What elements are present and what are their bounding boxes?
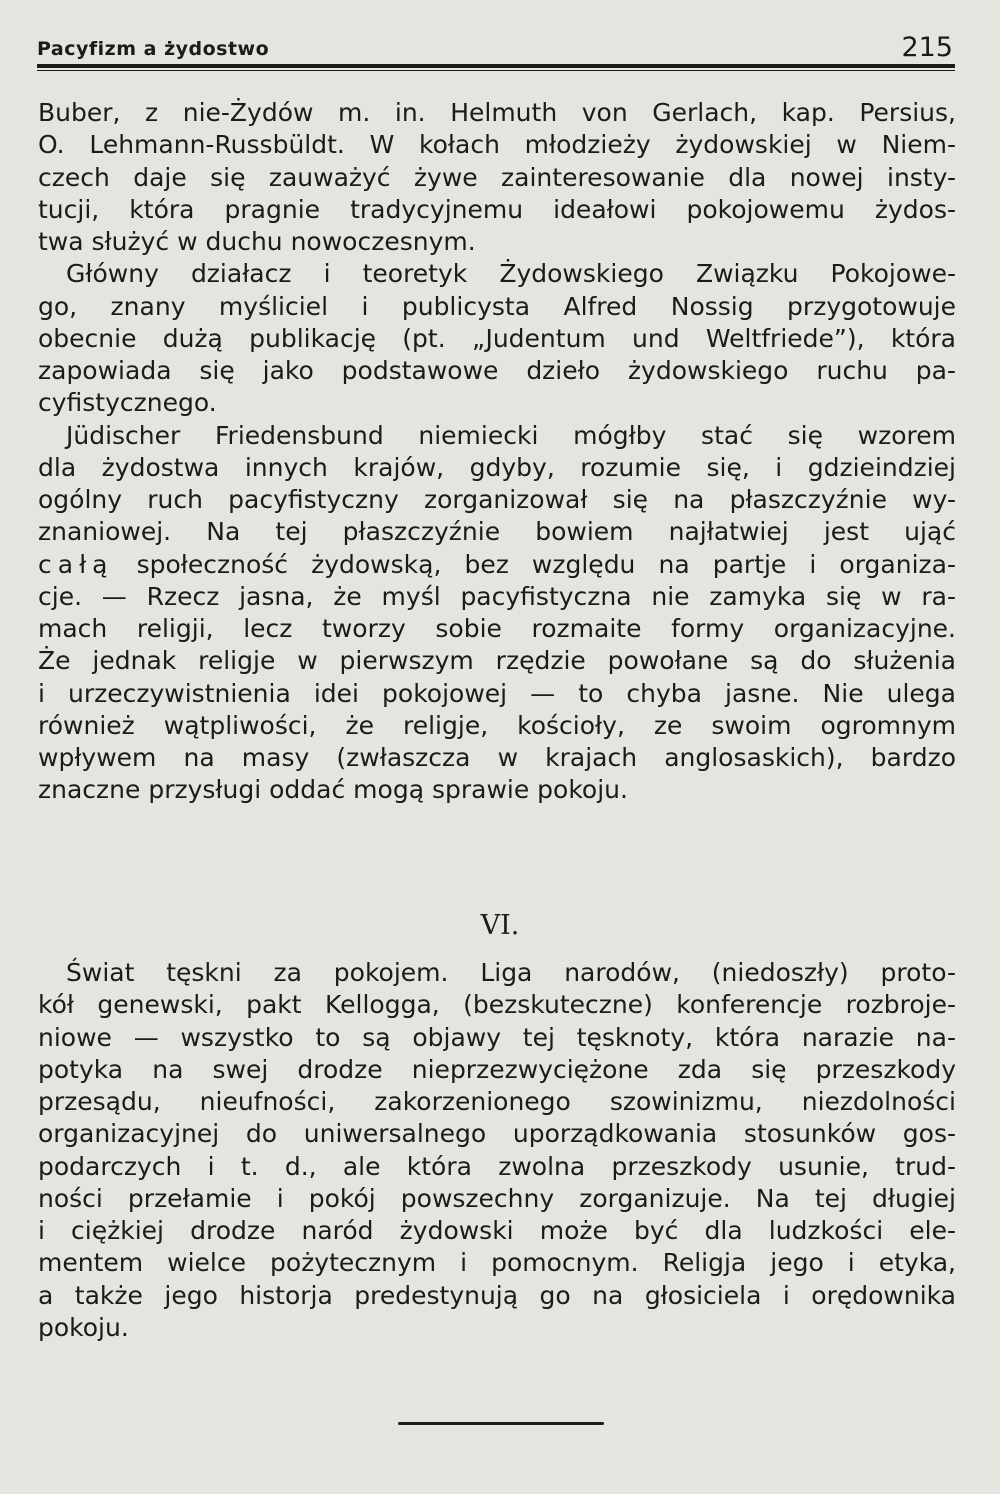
end-ornament-rule: [398, 1422, 604, 1425]
text-line: i ciężkiej drodze naród żydowski może być dla ludzkości ele-: [38, 1216, 956, 1245]
text-line: Buber, z nie-Żydów m. in. Helmuth von Gerlach, kap. Persius,: [38, 98, 956, 127]
text-line: obecnie dużą publikację (pt. „Judentum und Weltfriede”), która: [38, 323, 956, 353]
text-line: pokoju.: [38, 1312, 129, 1342]
header-rule-thin: [37, 70, 955, 71]
text-line: tucji, która pragnie tradycyjnemu ideałowi pokojowemu żydos-: [38, 194, 956, 224]
text-line: go, znany myśliciel i publicysta Alfred Nossig przygotowuje: [38, 291, 956, 321]
text-line: cje. — Rzecz jasna, że myśl pacyfistyczna nie zamyka się w ra-: [38, 581, 956, 611]
text-line: podarczych i t. d., ale która zwolna przeszkody usunie, trud-: [38, 1151, 956, 1181]
text-line: zapowiada się jako podstawowe dzieło żydowskiego ruchu pa-: [38, 356, 956, 385]
text-line: [38, 549, 956, 581]
text-line: O. Lehmann-Russbüldt. W kołach młodzieży żydowskiej w Niem-: [38, 130, 956, 160]
text-line: mach religji, lecz tworzy sobie rozmaite formy organizacyjne.: [38, 614, 956, 643]
text-line: mentem wielce pożytecznym i pomocnym. Religja jego i etyka,: [38, 1248, 956, 1278]
header-rule-thick: [37, 64, 955, 68]
running-head: [37, 28, 955, 64]
text-line-rest: społeczność żydowską, bez względu na partje i organiza-: [113, 549, 956, 579]
text-line: znaczne przysługi oddać mogą sprawie pokoju.: [38, 775, 628, 805]
text-line: ogólny ruch pacyfistyczny zorganizował się na płaszczyźnie wy-: [38, 485, 956, 514]
body-text-lower: [38, 957, 956, 1344]
text-line: kół genewski, pakt Kellogga, (bezskuteczne) konferencje rozbroje-: [38, 990, 956, 1020]
page-number: 215: [901, 32, 953, 63]
text-line: Główny działacz i teoretyk Żydowskiego Związku Pokojowe-: [66, 259, 956, 289]
running-head-title: Pacyfizm a żydostwo: [37, 38, 270, 60]
text-line: niowe — wszystko to są objawy tej tęsknoty, która narazie na-: [38, 1022, 956, 1052]
text-line: znaniowej. Na tej płaszczyźnie bowiem najłatwiej jest ująć: [38, 517, 956, 547]
text-line: dla żydostwa innych krajów, gdyby, rozumie się, i gdzieindziej: [38, 452, 956, 482]
section-heading: VI.: [480, 910, 520, 941]
body-text-upper: [38, 97, 956, 807]
text-line: organizacyjnej do uniwersalnego uporządkowania stosunków gos-: [38, 1119, 956, 1149]
text-line: a także jego historja predestynują go na głosiciela i orędownika: [38, 1280, 956, 1310]
spaced-emphasis: całą: [38, 549, 114, 579]
text-line: ności przełamie i pokój powszechny zorganizuje. Na tej długiej: [38, 1183, 956, 1213]
text-line: również wątpliwości, że religje, kościoły, ze swoim ogromnym: [38, 710, 956, 740]
text-line: Jüdischer Friedensbund niemiecki mógłby stać się wzorem: [66, 420, 956, 450]
text-line: przesądu, nieufności, zakorzenionego szowinizmu, niezdolności: [38, 1087, 956, 1116]
text-line: potyka na swej drodze nieprzezwyciężone zda się przeszkody: [38, 1054, 956, 1084]
text-line: Świat tęskni za pokojem. Liga narodów, (niedoszły) proto-: [66, 958, 956, 987]
text-line: czech daje się zauważyć żywe zainteresowanie dla nowej insty-: [38, 162, 956, 192]
text-line: twa służyć w duchu nowoczesnym.: [38, 227, 476, 256]
text-line: Że jednak religje w pierwszym rzędzie powołane są do służenia: [38, 646, 956, 676]
text-line: i urzeczywistnienia idei pokojowej — to chyba jasne. Nie ulega: [38, 678, 956, 708]
text-line: cyfistycznego.: [38, 388, 217, 418]
text-line: wpływem na masy (zwłaszcza w krajach anglosaskich), bardzo: [38, 743, 956, 772]
